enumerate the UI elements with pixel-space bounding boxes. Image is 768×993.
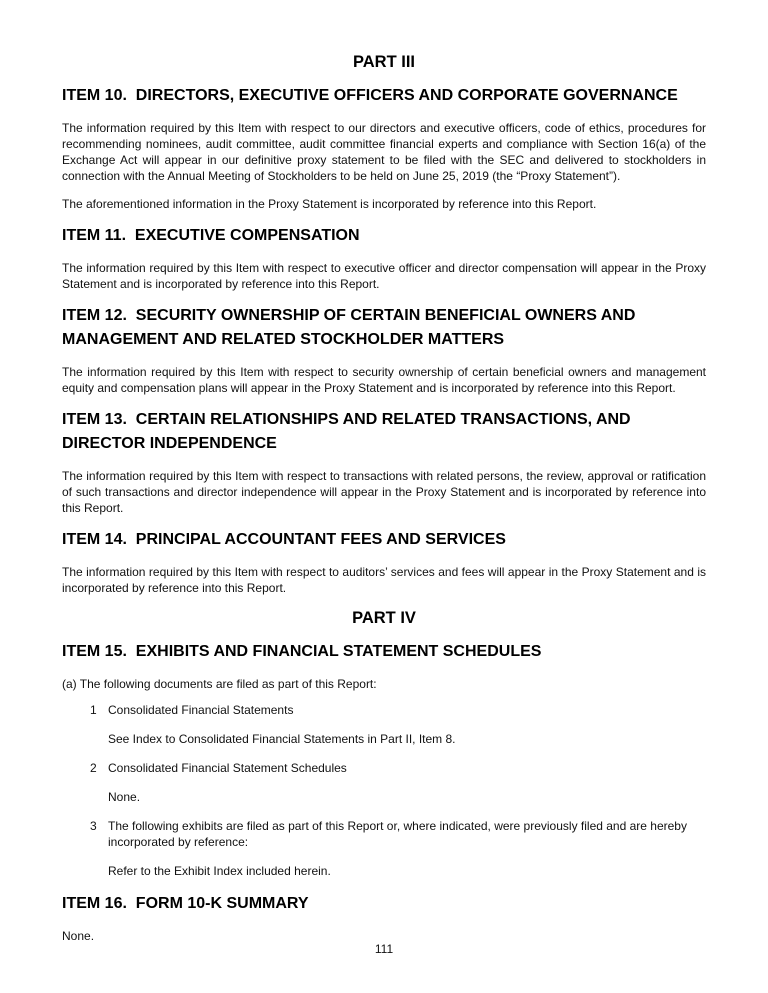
list-item-number: 2 <box>90 761 97 775</box>
item-15-heading: ITEM 15. EXHIBITS AND FINANCIAL STATEMENT SCHEDULES <box>62 643 542 660</box>
list-item-text: Consolidated Financial Statement Schedules <box>108 761 347 775</box>
list-item-note: None. <box>108 790 141 804</box>
item-10-paragraph-1: The information required by this Item with respect to our directors and executive officers, code of ethics, procedures for recommending nominees, audit committee, audit committee financial experts and compliance with Section 16(a) of the Exchange Act will appear in our definitive proxy statement to be filed with the SEC and delivered to stockholders in connection with the Annual Meeting of Stockholders to be held on June 25, 2019 (the “Proxy Statement”). <box>62 121 706 183</box>
part-iii-title: PART III <box>352 53 416 71</box>
item-10-paragraph-2: The aforementioned information in the Proxy Statement is incorporated by reference into this Report. <box>62 197 597 211</box>
item-13-paragraph-1: The information required by this Item with respect to transactions with related persons, the review, approval or ratification of such transactions and director independence will appear in the Proxy Statement and is incorporated by reference into this Report. <box>62 469 706 515</box>
item-15-document-list <box>62 702 706 879</box>
list-item-number: 3 <box>90 819 97 833</box>
item-13-heading: ITEM 13. CERTAIN RELATIONSHIPS AND RELATED TRANSACTIONS, AND DIRECTOR INDEPENDENCE <box>62 411 636 452</box>
page-number: 111 <box>374 942 394 956</box>
item-11-heading: ITEM 11. EXECUTIVE COMPENSATION <box>62 227 360 244</box>
list-item-text: The following exhibits are filed as part of this Report or, where indicated, were previously filed and are hereby incorporated by reference: <box>108 819 687 849</box>
list-item <box>90 818 706 850</box>
part-iv-title: PART IV <box>352 609 416 627</box>
list-item-note: See Index to Consolidated Financial Statements in Part II, Item 8. <box>108 732 456 746</box>
item-14-paragraph-1: The information required by this Item with respect to auditors’ services and fees will appear in the Proxy Statement and is incorporated by reference into this Report. <box>62 565 706 595</box>
list-item <box>90 760 706 776</box>
item-14-heading: ITEM 14. PRINCIPAL ACCOUNTANT FEES AND SERVICES <box>62 531 506 548</box>
item-16-heading: ITEM 16. FORM 10-K SUMMARY <box>62 895 309 912</box>
list-item-note: Refer to the Exhibit Index included herein. <box>108 864 331 878</box>
item-11-paragraph-1: The information required by this Item with respect to executive officer and director compensation will appear in the Proxy Statement and is incorporated by reference into this Report. <box>62 261 706 291</box>
item-15-intro: (a) The following documents are filed as part of this Report: <box>62 677 377 691</box>
item-12-heading: ITEM 12. SECURITY OWNERSHIP OF CERTAIN BENEFICIAL OWNERS AND MANAGEMENT AND RELATED STOCKHOLDER MATTERS <box>62 307 640 348</box>
list-item-text: Consolidated Financial Statements <box>108 703 294 717</box>
item-16-body: None. <box>62 929 95 943</box>
item-10-heading: ITEM 10. DIRECTORS, EXECUTIVE OFFICERS AND CORPORATE GOVERNANCE <box>62 87 678 104</box>
list-item-number: 1 <box>90 703 97 717</box>
item-12-paragraph-1: The information required by this Item with respect to security ownership of certain beneficial owners and management equity and compensation plans will appear in the Proxy Statement and is incorporated by reference into this Report. <box>62 365 706 395</box>
list-item <box>90 702 706 718</box>
